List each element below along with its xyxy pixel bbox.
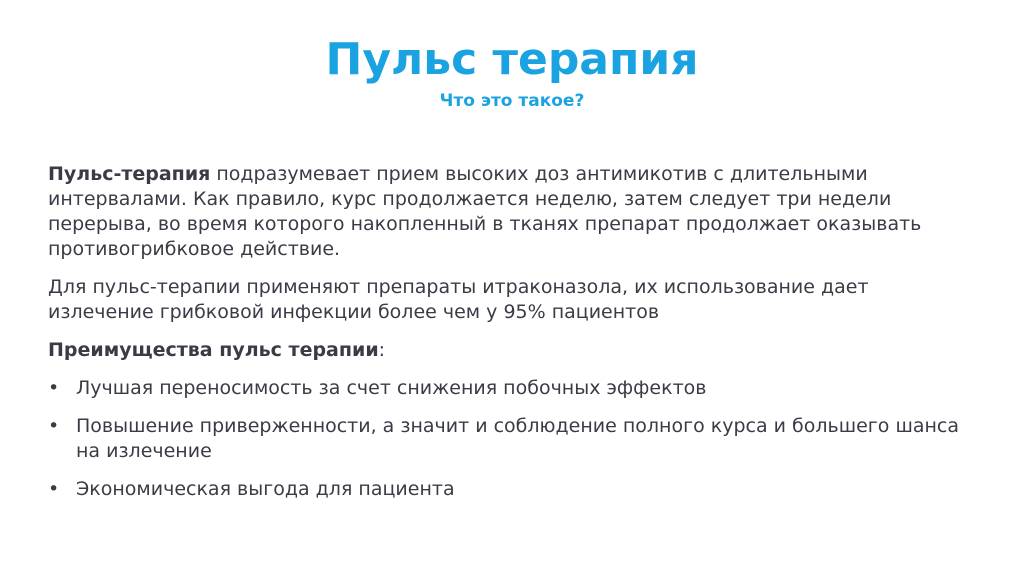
advantages-heading-line (48, 338, 978, 363)
slide-title: Пульс терапия (325, 34, 699, 85)
list-item (48, 414, 978, 464)
list-item-text: Экономическая выгода для пациента (76, 478, 455, 500)
slide-body (48, 162, 978, 515)
definition-paragraph (48, 162, 978, 262)
list-item-text: Повышение приверженности, а значит и соблюдение полного курса и большего шанса на излечение (76, 415, 959, 462)
bullet-icon: • (48, 415, 60, 437)
definition-term: Пульс-терапия (48, 163, 211, 185)
list-item (48, 477, 978, 502)
advantages-heading-colon: : (378, 339, 386, 361)
list-item-text: Лучшая переносимость за счет снижения побочных эффектов (76, 377, 707, 399)
bullet-icon: • (48, 377, 60, 399)
definition-text: подразумевает прием высоких доз антимикотив с длительными интервалами. Как правило, курс продолжается неделю, затем следует три недели перерыва, во время которого накопленный в тканях препарат продолжает оказывать противогрибковое действие. (48, 163, 922, 260)
usage-paragraph: Для пульс-терапии применяют препараты итраконазола, их использование дает излечение грибковой инфекции более чем у 95% пациентов (48, 276, 869, 323)
advantages-list (48, 376, 978, 502)
advantages-heading: Преимущества пульс терапии (48, 339, 379, 361)
slide-subtitle: Что это такое? (439, 91, 585, 111)
list-item (48, 376, 978, 401)
bullet-icon: • (48, 478, 60, 500)
